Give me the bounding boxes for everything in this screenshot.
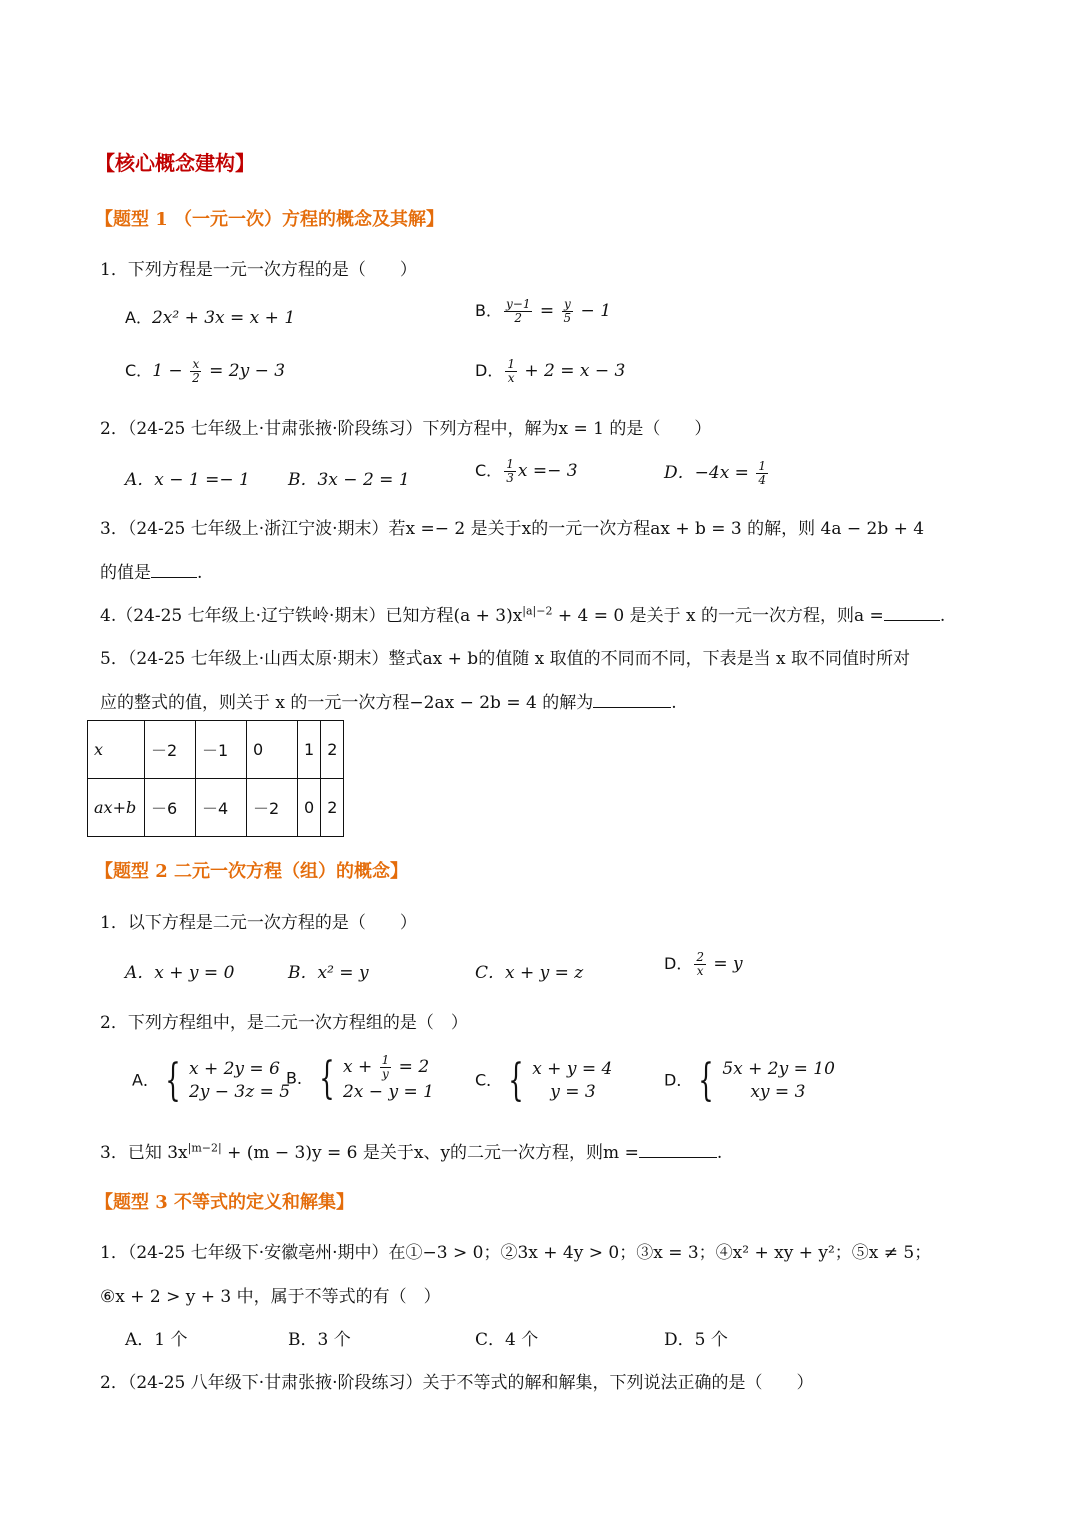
equation-system xyxy=(502,1055,613,1106)
s1-q1-b-label: B． xyxy=(475,301,502,320)
table-cell: －4 xyxy=(196,779,247,837)
s1-q1-c-label: C． xyxy=(125,361,153,380)
s2-q1-option-d xyxy=(664,951,743,978)
equation-system xyxy=(313,1054,434,1104)
value-table xyxy=(87,720,344,837)
s3-q1-option-d: D．5 个 xyxy=(664,1330,728,1350)
eq-pre: x + xyxy=(342,1057,378,1077)
s1-q1-option-a xyxy=(125,305,295,328)
s2-q2-c-label: C． xyxy=(475,1070,503,1090)
s3-q1-line2: ⑥x + 2 > y + 3 中，属于不等式的有（ ） xyxy=(100,1287,441,1307)
s1-q1-option-c xyxy=(125,358,285,385)
brace-icon: { xyxy=(319,1053,335,1104)
s2-q2-option-b xyxy=(286,1054,434,1104)
table-cell: 1 xyxy=(298,721,321,779)
s1-q5-line2-text: 应的整式的值，则关于 x 的一元一次方程−2ax − 2b = 4 的解为 xyxy=(100,693,594,713)
table-row xyxy=(88,721,344,779)
s2-q1-d-frac xyxy=(694,951,706,978)
page-title: 【核心概念建构】 xyxy=(95,151,255,175)
eq-line: 5x + 2y = 10 xyxy=(722,1059,835,1079)
s2-q2-stem: 2．下列方程组中，是二元一次方程组的是（ ） xyxy=(100,1013,468,1033)
s2-q3 xyxy=(100,1138,722,1163)
s1-q1-c-tail: = 2y − 3 xyxy=(203,361,286,381)
frac-num: y−1 xyxy=(505,297,531,311)
s3-q1-line1: 1．（24-25 七年级下·安徽亳州·期中）在①−3 > 0；②3x + 4y > 0；③x = 3；④x² + xy + y²；⑤x ≠ 5； xyxy=(100,1243,932,1263)
table-cell: －2 xyxy=(145,721,196,779)
s1-q1-d-tail: + 2 = x − 3 xyxy=(518,361,626,381)
eq-line: x + 2y = 6 xyxy=(188,1059,280,1079)
brace-icon: { xyxy=(165,1055,181,1106)
s2-q3-text: 3．已知 3x xyxy=(100,1143,188,1163)
s1-q4-text: 4.（24-25 七年级上·辽宁铁岭·期末）已知方程(a + 3)x xyxy=(100,606,523,626)
s1-q1-d-frac xyxy=(505,358,517,385)
frac-num: 1 xyxy=(506,457,514,471)
eq-line: 2x − y = 1 xyxy=(342,1082,434,1102)
s1-q1-option-d xyxy=(475,358,625,385)
section-title-1: 【题型 1 （一元一次）方程的概念及其解】 xyxy=(95,209,445,230)
s1-q3-end: . xyxy=(197,563,203,583)
frac-den: x xyxy=(696,964,704,978)
eq-line: y = 3 xyxy=(550,1082,596,1102)
brace-icon: { xyxy=(698,1055,715,1106)
frac-num: 2 xyxy=(696,950,704,964)
s1-q5-line1: 5．（24-25 七年级上·山西太原·期末）整式ax + b的值随 x 取值的不同而不同，下表是当 x 取不同值时所对 xyxy=(100,649,910,669)
answer-blank[interactable] xyxy=(151,577,197,578)
frac-den: 3 xyxy=(506,471,514,485)
eq-line xyxy=(343,1054,434,1081)
s1-q1-a-label: A． xyxy=(125,308,152,327)
s2-q2-d-label: D． xyxy=(664,1070,693,1090)
frac-num: x xyxy=(192,357,200,371)
s1-q5-end: . xyxy=(671,693,677,713)
s1-q4-sup: |a|−2 xyxy=(522,604,553,618)
frac-num: 1 xyxy=(758,459,766,473)
s1-q3-line2-text: 的值是 xyxy=(100,563,151,583)
s1-q3-line1: 3．（24-25 七年级上·浙江宁波·期末）若x =− 2 是关于x的一元一次方程ax + b = 3 的解，则 4a − 2b + 4 xyxy=(100,519,925,539)
frac-den: 5 xyxy=(563,311,572,325)
eq-line: 2y − 3z = 5 xyxy=(188,1082,291,1102)
s1-q1-b-tail: − 1 xyxy=(575,301,612,321)
s2-q3-text2: + (m − 3)y = 6 是关于x、y的二元一次方程，则m = xyxy=(221,1143,639,1163)
table-cell: ax+b xyxy=(88,779,145,837)
equation-system xyxy=(692,1055,835,1106)
frac-num: y xyxy=(563,297,571,311)
s2-q3-end: . xyxy=(716,1143,723,1163)
table-cell: x xyxy=(88,721,145,779)
answer-blank[interactable] xyxy=(639,1157,717,1158)
table-cell: 2 xyxy=(321,721,344,779)
s1-q1-a-eq: 2x² + 3x = x + 1 xyxy=(151,308,296,328)
s1-q2-option-c xyxy=(475,458,578,485)
s1-q1-b-frac1 xyxy=(504,298,532,325)
s2-q2-b-label: B． xyxy=(286,1068,313,1088)
table-cell: －6 xyxy=(145,779,196,837)
frac-num: 1 xyxy=(507,357,515,371)
s1-q1-b-mid: = xyxy=(534,301,560,321)
s2-q1-stem: 1．以下方程是二元一次方程的是（ ） xyxy=(100,913,417,933)
s2-q1-option-b: B．x² = y xyxy=(288,963,369,983)
s2-q3-sup: |m−2| xyxy=(187,1141,222,1155)
eq-tail: = 2 xyxy=(393,1057,430,1077)
section-title-2: 【题型 2 二元一次方程（组）的概念】 xyxy=(95,861,409,882)
s1-q1-c-pre: 1 − xyxy=(152,361,189,381)
s1-q2-option-b: B．3x − 2 = 1 xyxy=(288,470,410,490)
s3-q1-option-a: A．1 个 xyxy=(125,1330,188,1350)
s1-q2-c-frac xyxy=(504,458,516,485)
s1-q4-text2: + 4 = 0 是关于 x 的一元一次方程，则a = xyxy=(552,606,884,626)
frac-num: 1 xyxy=(381,1053,390,1067)
s2-q1-option-c: C．x + y = z xyxy=(475,963,584,983)
frac-den: 4 xyxy=(758,473,766,487)
s1-q1-b-frac2 xyxy=(562,298,574,325)
s2-q2-a-label: A． xyxy=(132,1070,159,1090)
table-cell: 2 xyxy=(321,779,344,837)
frac-den: 2 xyxy=(192,371,200,385)
s2-q1-d-label: D． xyxy=(664,954,693,973)
s1-q1-stem: 1．下列方程是一元一次方程的是（ ） xyxy=(100,260,417,280)
s1-q2-d-label: D．−4x = xyxy=(664,463,755,483)
s1-q2-option-a: A．x − 1 =− 1 xyxy=(125,470,250,490)
s1-q1-option-b xyxy=(475,298,611,325)
s1-q2-d-frac xyxy=(756,460,768,487)
s1-q2-c-tail: x =− 3 xyxy=(517,461,578,481)
s1-q4 xyxy=(100,601,945,626)
frac-den: x xyxy=(507,371,515,385)
table-cell: －1 xyxy=(196,721,247,779)
s2-q2-option-a xyxy=(132,1055,291,1106)
equation-system xyxy=(159,1055,291,1106)
answer-blank[interactable] xyxy=(593,707,671,708)
table-cell: －2 xyxy=(247,779,298,837)
s1-q4-end: . xyxy=(939,606,946,626)
table-row xyxy=(88,779,344,837)
s1-q3-line2 xyxy=(100,558,202,583)
s1-q1-d-label: D． xyxy=(475,361,504,380)
frac-den: y xyxy=(382,1067,389,1081)
s3-q1-option-c: C．4 个 xyxy=(475,1330,539,1350)
section-title-3: 【题型 3 不等式的定义和解集】 xyxy=(95,1192,355,1213)
brace-icon: { xyxy=(508,1055,524,1106)
s2-q2-option-c xyxy=(475,1055,613,1106)
s1-q5-line2 xyxy=(100,688,677,713)
s1-q1-c-frac xyxy=(190,358,202,385)
s2-q1-d-tail: = y xyxy=(707,954,743,974)
eq-line: x + y = 4 xyxy=(532,1059,613,1079)
s2-q2-option-d xyxy=(664,1055,835,1106)
answer-blank[interactable] xyxy=(884,620,940,621)
s2-q1-option-a: A．x + y = 0 xyxy=(125,963,235,983)
table-cell: 0 xyxy=(298,779,321,837)
s3-q2-stem: 2．（24-25 八年级下·甘肃张掖·阶段练习）关于不等式的解和解集，下列说法正确的是（ ） xyxy=(100,1373,814,1393)
eq-line: xy = 3 xyxy=(750,1082,806,1102)
s1-q2-stem: 2．（24-25 七年级上·甘肃张掖·阶段练习）下列方程中，解为x = 1 的是（ ） xyxy=(100,419,712,439)
s1-q2-option-d xyxy=(664,458,770,487)
table-cell: 0 xyxy=(247,721,298,779)
frac-den: 2 xyxy=(514,311,523,325)
eq-frac xyxy=(380,1054,392,1081)
s3-q1-option-b: B．3 个 xyxy=(288,1330,351,1350)
s1-q2-c-label: C． xyxy=(475,461,503,480)
